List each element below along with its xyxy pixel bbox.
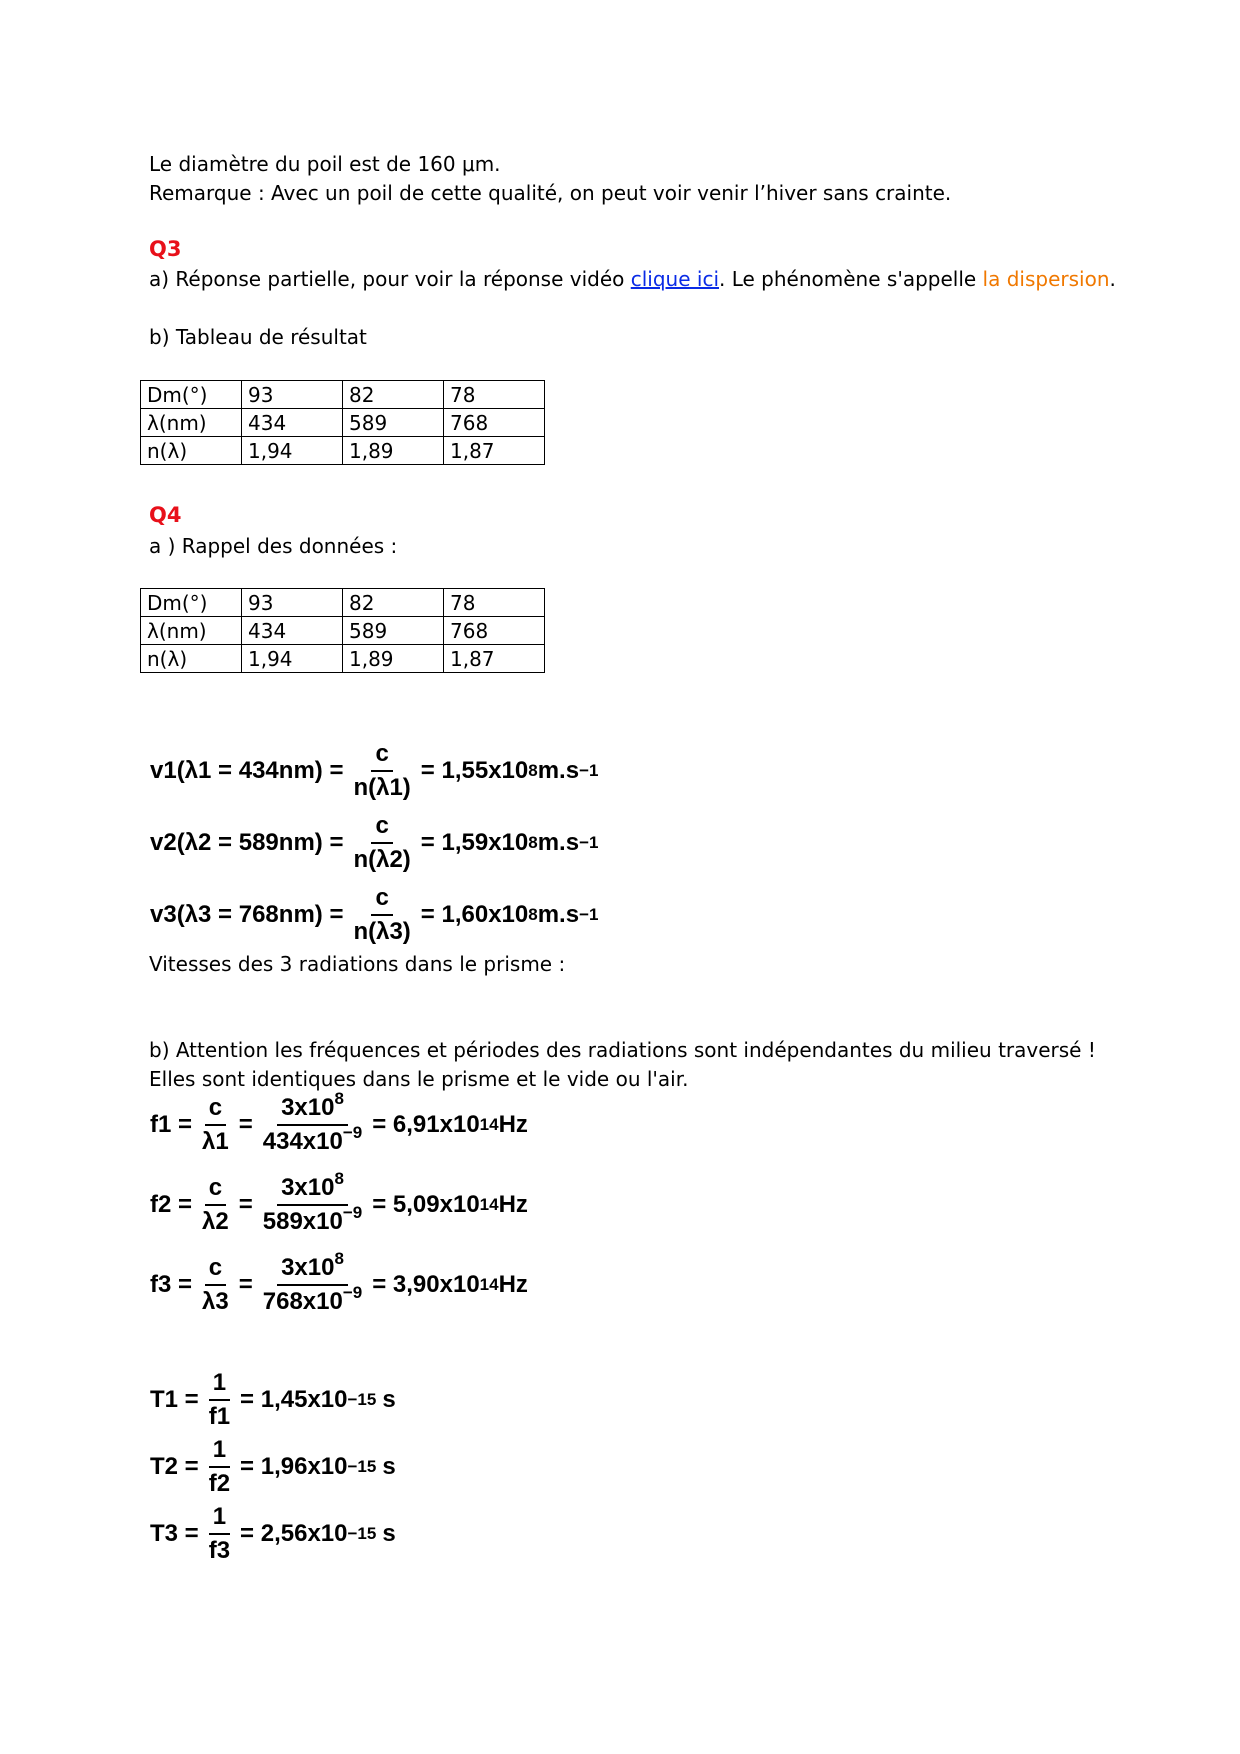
denominator: n(λ3) [353,918,411,945]
exponent: −9 [342,1123,363,1142]
equation-result: = 1,96x10 [240,1453,348,1480]
numerator: c [371,741,392,772]
equation-lhs: T1 = [150,1386,199,1413]
table-cell: 78 [444,381,545,409]
table-row [141,589,545,617]
equation-result: = 5,09x10 [372,1191,480,1218]
fraction [259,1089,366,1155]
unit: Hz [498,1111,528,1138]
denominator: λ3 [202,1288,229,1315]
table-cell: 1,89 [343,645,444,673]
denominator: f1 [208,1403,231,1430]
exponent: −9 [342,1283,363,1302]
equation-result: = 1,55x10 [420,757,529,784]
equals-sign: = [238,1191,253,1218]
denominator: f3 [208,1537,231,1564]
numerator-base: 3x10 [281,1254,335,1281]
unit: Hz [498,1191,528,1218]
frequency-equation-2: f2 = $\frac{c}{\lambda 2}$ = $\frac{3x10^8}{589x10^{-9}}$ = 5,09x10 14 Hz [150,1169,528,1235]
video-answer-link[interactable]: clique ici [630,267,720,291]
table-cell: 82 [343,589,444,617]
denominator-base: 768x10 [262,1288,343,1315]
equation-result: = 6,91x10 [372,1111,480,1138]
table-row [141,437,545,465]
q4-b-text-2: Elles sont identiques dans le prisme et le vide ou l'air. [149,1067,689,1091]
table-cell: Dm(°) [141,589,242,617]
table-cell: 589 [343,409,444,437]
equation-result: = 2,56x10 [240,1520,348,1547]
table-cell: 434 [242,617,343,645]
q3-heading: Q3 [149,237,182,261]
table-cell: n(λ) [141,437,242,465]
equation-lhs: v2(λ2 = 589nm) = [150,829,344,856]
unit: s [382,1520,396,1547]
denominator: n(λ1) [353,774,411,801]
exponent: 8 [334,1089,344,1108]
equation-result: = 1,45x10 [240,1386,348,1413]
fraction [259,1249,366,1315]
exponent: 8 [334,1249,344,1268]
denominator: n(λ2) [353,846,411,873]
q3-a-text-1: a) Réponse partielle, pour voir la réponse vidéo [149,267,631,291]
unit: m.s [537,757,580,784]
numerator-base: 3x10 [281,1174,335,1201]
table-cell: 1,89 [343,437,444,465]
table-row [141,381,545,409]
denominator: λ2 [202,1208,229,1235]
equation-result: = 1,59x10 [420,829,529,856]
equation-lhs: f3 = [150,1271,193,1298]
frequency-equation-1: f1 = $\frac{c}{\lambda 1}$ = $\frac{3x10^8}{434x10^{-9}}$ = 6,91x10 14 Hz [150,1089,528,1155]
numerator: c [205,1255,226,1286]
table-cell: 1,94 [242,437,343,465]
table-cell: n(λ) [141,645,242,673]
velocity-caption: Vitesses des 3 radiations dans le prisme : [149,952,566,976]
fraction [205,1437,234,1497]
table-cell: 78 [444,589,545,617]
fraction [349,813,414,873]
velocity-equation-1: v1(λ1 = 434nm) = $\frac{c}{n(\lambda 1)}$ = 1,55x10 8 m.s −1 [150,740,599,801]
fraction [205,1370,234,1430]
numerator: 1 [209,1370,230,1401]
denominator-base: 589x10 [262,1208,343,1235]
fraction [198,1175,233,1235]
denominator [259,1123,366,1155]
equals-sign: = [238,1271,253,1298]
q3-a-text-2: . Le phénomène s'appelle [719,267,983,291]
equation-lhs: f1 = [150,1111,193,1138]
numerator: c [371,885,392,916]
denominator-base: 434x10 [262,1128,343,1155]
table-row [141,617,545,645]
equation-lhs: v1(λ1 = 434nm) = [150,757,344,784]
equation-lhs: T2 = [150,1453,199,1480]
equation-result: = 1,60x10 [420,901,529,928]
frequency-equation-3: f3 = $\frac{c}{\lambda 3}$ = $\frac{3x10^8}{768x10^{-9}}$ = 3,90x10 14 Hz [150,1249,528,1315]
numerator: c [205,1175,226,1206]
q4-data-table [140,588,545,673]
numerator: 1 [209,1437,230,1468]
numerator: c [371,813,392,844]
fraction [349,741,414,801]
table-cell: 589 [343,617,444,645]
table-cell: 1,87 [444,645,545,673]
velocity-equation-3: v3(λ3 = 768nm) = $\frac{c}{n(\lambda 3)}$ = 1,60x10 8 m.s −1 [150,884,599,945]
period-equation-3: T3 = $\frac{1}{f3}$ = 2,56x10 −15 s [150,1503,396,1564]
table-cell: λ(nm) [141,617,242,645]
period-equation-2: T2 = $\frac{1}{f2}$ = 1,96x10 −15 s [150,1436,396,1497]
fraction [198,1255,233,1315]
q3-a-paragraph [149,265,1116,294]
fraction [198,1095,233,1155]
unit: s [382,1453,396,1480]
velocity-equation-2: v2(λ2 = 589nm) = $\frac{c}{n(\lambda 2)}$ = 1,59x10 8 m.s −1 [150,812,599,873]
denominator [259,1203,366,1235]
table-cell: 1,87 [444,437,545,465]
denominator: f2 [208,1470,231,1497]
equation-lhs: v3(λ3 = 768nm) = [150,901,344,928]
numerator [277,1249,348,1286]
fraction [349,885,414,945]
numerator [277,1169,348,1206]
unit: Hz [498,1271,528,1298]
numerator: 1 [209,1504,230,1535]
equation-result: = 3,90x10 [372,1271,480,1298]
numerator: c [205,1095,226,1126]
table-cell: 768 [444,617,545,645]
table-cell: 82 [343,381,444,409]
table-cell: Dm(°) [141,381,242,409]
q3-a-text-3: . [1109,267,1116,291]
q3-b-text: b) Tableau de résultat [149,325,367,349]
q4-heading: Q4 [149,503,182,527]
fraction [205,1504,234,1564]
table-row [141,645,545,673]
table-cell: 768 [444,409,545,437]
intro-line-2: Remarque : Avec un poil de cette qualité, on peut voir venir l’hiver sans crainte. [149,181,952,205]
table-cell: 93 [242,589,343,617]
period-equation-1: T1 = $\frac{1}{f1}$ = 1,45x10 −15 s [150,1369,396,1430]
table-cell: λ(nm) [141,409,242,437]
dispersion-highlight: la dispersion [982,267,1110,291]
equation-lhs: T3 = [150,1520,199,1547]
unit: m.s [537,901,580,928]
table-cell: 1,94 [242,645,343,673]
numerator-base: 3x10 [281,1094,335,1121]
table-row [141,409,545,437]
table-cell: 434 [242,409,343,437]
intro-line-1: Le diamètre du poil est de 160 μm. [149,152,501,176]
equals-sign: = [238,1111,253,1138]
fraction [259,1169,366,1235]
unit: s [382,1386,396,1413]
numerator [277,1089,348,1126]
equation-lhs: f2 = [150,1191,193,1218]
exponent: 8 [334,1169,344,1188]
table-cell: 93 [242,381,343,409]
unit: m.s [537,829,580,856]
q3-results-table [140,380,545,465]
q4-b-text-1: b) Attention les fréquences et périodes des radiations sont indépendantes du milieu traversé ! [149,1038,1096,1062]
denominator: λ1 [202,1128,229,1155]
q4-a-text: a ) Rappel des données : [149,534,398,558]
denominator [259,1283,366,1315]
exponent: −9 [342,1203,363,1222]
